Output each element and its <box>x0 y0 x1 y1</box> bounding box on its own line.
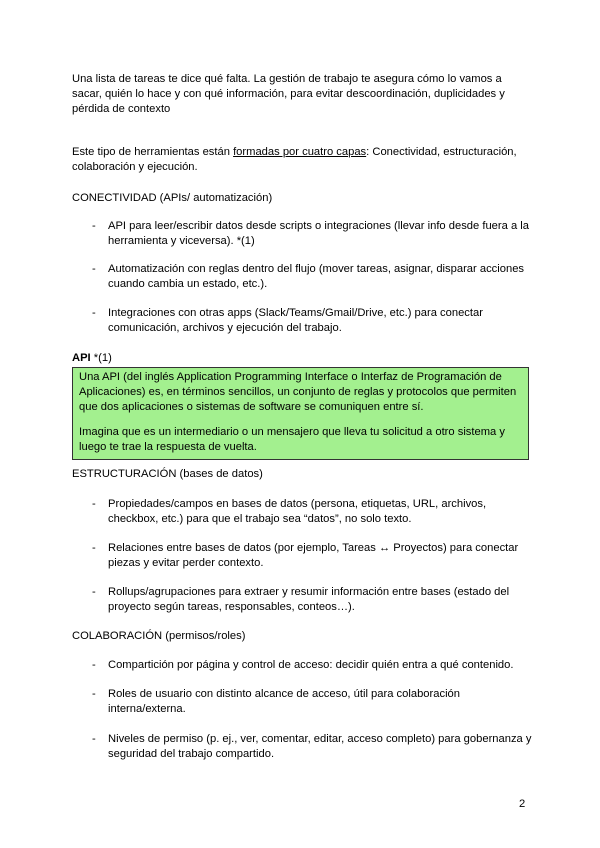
list-item <box>72 658 532 673</box>
api-analogy-paragraph: Imagina que es un intermediario o un mensajero que lleva tu solicitud a otro sistema y luego te trae la respuesta de vuelta. <box>79 426 505 453</box>
list-item-text: API para leer/escribir datos desde scripts o integraciones (llevar info desde fuera a la herramienta y viceversa). *(1) <box>108 220 529 247</box>
list-item <box>72 687 532 717</box>
api-footnote-ref: *(1) <box>93 352 112 364</box>
api-title-bold: API <box>72 352 91 364</box>
estructuracion-heading: ESTRUCTURACIÓN (bases de datos) <box>72 468 263 480</box>
bullet-dash: - <box>92 498 96 510</box>
list-item-text: Compartición por página y control de acceso: decidir quién entra a qué contenido. <box>108 659 514 671</box>
conectividad-heading: CONECTIVIDAD (APIs/ automatización) <box>72 192 273 204</box>
bullet-dash: - <box>92 659 96 671</box>
intro-paragraph: Una lista de tareas te dice qué falta. La gestión de trabajo te asegura cómo lo vamos a sacar, quién lo hace y con qué información, para evitar descoordinación, duplicidades y pérdida de contexto <box>72 73 505 115</box>
list-item <box>72 497 532 527</box>
bullet-dash: - <box>92 542 96 554</box>
list-item-text: Integraciones con otras apps (Slack/Teams/Gmail/Drive, etc.) para conectar comunicación, archivos y ejecución del trabajo. <box>108 307 483 334</box>
layers-text-after: : Conectividad, estructuración, colaboración y ejecución. <box>72 146 517 173</box>
layers-text-before: Este tipo de herramientas están <box>72 146 234 158</box>
list-item-text: Niveles de permiso (p. ej., ver, comentar, editar, acceso completo) para gobernanza y seguridad del trabajo compartido. <box>108 733 532 760</box>
layers-underlined-text: formadas por cuatro capas <box>233 146 367 158</box>
list-item <box>72 585 532 615</box>
list-item-text: Roles de usuario con distinto alcance de acceso, útil para colaboración interna/externa. <box>108 688 460 715</box>
api-definition-box <box>72 367 529 460</box>
colaboracion-heading: COLABORACIÓN (permisos/roles) <box>72 630 246 642</box>
layers-paragraph <box>72 145 532 175</box>
list-item <box>72 306 532 336</box>
list-item <box>72 732 532 762</box>
bullet-dash: - <box>92 263 96 275</box>
api-definition-paragraph: Una API (del inglés Application Programming Interface o Interfaz de Programación de Aplicaciones) es, en términos sencillos, un conjunto de reglas y protocolos que permiten que dos aplicaciones o sistemas de software se comuniquen entre sí. <box>79 371 517 413</box>
list-item-text: Rollups/agrupaciones para extraer y resumir información entre bases (estado del proyecto según tareas, responsables, conteos…). <box>108 586 510 613</box>
list-item-text: Propiedades/campos en bases de datos (persona, etiquetas, URL, archivos, checkbox, etc.) para que el trabajo sea “datos”, no solo texto. <box>108 498 487 525</box>
list-item <box>72 541 532 571</box>
list-item-text: Relaciones entre bases de datos (por ejemplo, Tareas ↔ Proyectos) para conectar piezas y evitar perder contexto. <box>108 542 519 569</box>
bullet-dash: - <box>92 307 96 319</box>
bullet-dash: - <box>92 688 96 700</box>
list-item <box>72 262 532 292</box>
list-item <box>72 219 532 249</box>
bullet-dash: - <box>92 733 96 745</box>
api-note-title <box>72 351 112 366</box>
bullet-dash: - <box>92 586 96 598</box>
page-number: 2 <box>519 798 526 810</box>
list-item-text: Automatización con reglas dentro del flujo (mover tareas, asignar, disparar acciones cuando cambia un estado, etc.). <box>108 263 525 290</box>
bullet-dash: - <box>92 220 96 232</box>
